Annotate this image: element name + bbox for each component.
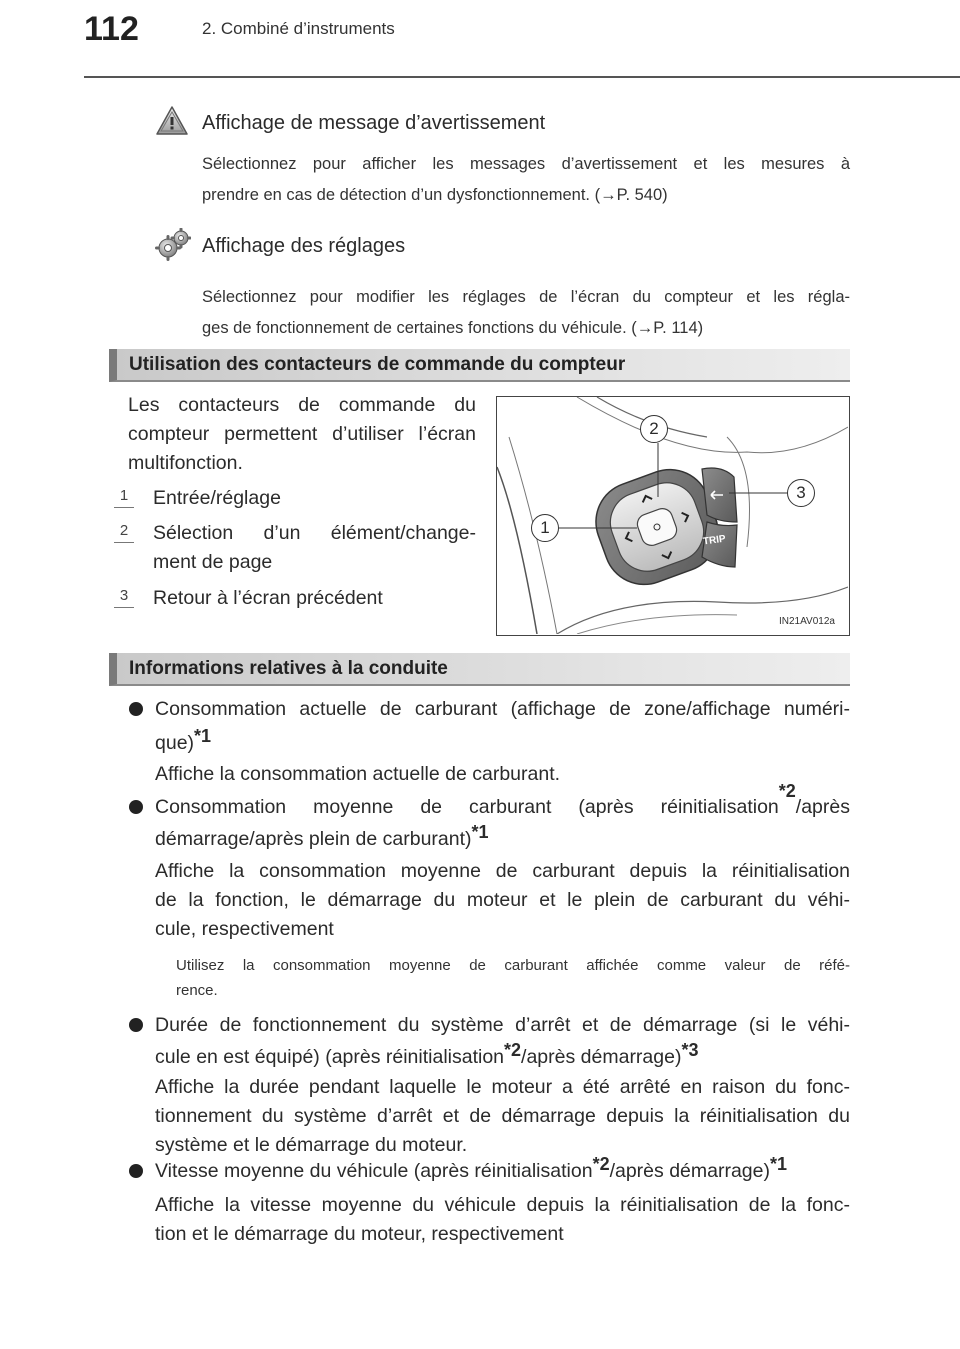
entry-body: Affiche la durée pendant laquelle le moteur a été arrêté en raison du fonc- <box>155 1076 850 1098</box>
entry-note: rence. <box>176 982 218 999</box>
entry-body: tionnement du système d’arrêt et de démarrage depuis la réinitialisation du <box>155 1105 850 1127</box>
bullet-icon <box>129 800 143 814</box>
list-number: 3 <box>114 585 134 608</box>
callout-2: 2 <box>640 415 668 443</box>
entry-note: Utilisez la consommation moyenne de carburant affichée comme valeur de réfé- <box>176 957 850 974</box>
steering-switch-figure <box>496 396 850 636</box>
trip-button-label: TRIP <box>702 533 727 548</box>
list-item-text: Sélection d’un élément/change- <box>153 522 476 544</box>
section-heading-bar <box>109 349 850 382</box>
callout-3: 3 <box>787 479 815 507</box>
bullet-icon <box>129 1018 143 1032</box>
footnote-mark: *2 <box>592 1153 610 1174</box>
list-item-text: ment de page <box>153 551 273 573</box>
list-number: 2 <box>114 520 134 543</box>
callout-1: 1 <box>531 514 559 542</box>
running-head: 2. Combiné d’instruments <box>202 19 395 38</box>
entry-body: de la fonction, le démarrage du moteur et le plein de carburant du véhi- <box>155 889 850 911</box>
item-desc-line: Sélectionnez pour afficher les messages d’avertissement et les mesures à <box>202 155 850 173</box>
footnote-mark: *2 <box>504 1039 522 1060</box>
item-title-settings: Affichage des réglages <box>202 235 406 257</box>
list-number: 1 <box>114 485 134 508</box>
entry-title: Durée de fonctionnement du système d’arrêt et de démarrage (si le véhi- <box>155 1014 850 1036</box>
entry-body: Affiche la consommation moyenne de carburant depuis la réinitialisation <box>155 860 850 882</box>
entry-title: Consommation moyenne de carburant (après réinitialisation *2 /après <box>155 791 850 823</box>
entry-title: Consommation actuelle de carburant (affichage de zone/affichage numéri- <box>155 698 850 720</box>
item-desc-line: ges de fonctionnement de certaines fonctions du véhicule. (→P. 114) <box>202 319 704 337</box>
intro-line: Les contacteurs de commande du <box>128 394 476 416</box>
bullet-icon <box>129 702 143 716</box>
entry-body: système et le démarrage du moteur. <box>155 1134 468 1156</box>
entry-body: Affiche la vitesse moyenne du véhicule depuis la réinitialisation de la fonc- <box>155 1194 850 1216</box>
footnote-mark: *1 <box>770 1153 788 1174</box>
entry-body: Affiche la consommation actuelle de carburant. <box>155 763 561 785</box>
section-heading: Informations relatives à la conduite <box>129 658 448 679</box>
list-item-text: Entrée/réglage <box>153 487 281 509</box>
section-heading: Utilisation des contacteurs de commande du compteur <box>129 354 626 375</box>
intro-line: multifonction. <box>128 452 243 474</box>
item-desc-line: Sélectionnez pour modifier les réglages de l’écran du compteur et les régla- <box>202 288 850 306</box>
entry-title: Vitesse moyenne du véhicule (après réinitialisation$^{*2}$/après démarrage)$^{*1}$ <box>155 1153 788 1182</box>
section-heading-bar <box>109 653 850 686</box>
page-number: 112 <box>84 10 139 48</box>
entry-body: cule, respectivement <box>155 918 334 940</box>
warning-triangle-icon <box>155 104 189 138</box>
footnote-mark: *2 <box>778 781 796 801</box>
entry-title: démarrage/après plein de carburant)$^{*1}$ <box>155 821 489 850</box>
figure-code: IN21AV012a <box>779 616 835 627</box>
header-rule <box>84 76 960 78</box>
entry-body: tion et le démarrage du moteur, respectivement <box>155 1223 564 1245</box>
item-desc-line: prendre en cas de détection d’un dysfonctionnement. (→P. 540) <box>202 186 668 204</box>
intro-line: compteur permettent d’utiliser l’écran <box>128 423 476 445</box>
entry-title: que)$^{*1}$ <box>155 725 212 754</box>
bullet-icon <box>129 1164 143 1178</box>
footnote-mark: *3 <box>681 1039 699 1060</box>
item-title-warning: Affichage de message d’avertissement <box>202 112 546 134</box>
footnote-mark: *1 <box>194 725 212 746</box>
entry-title: cule en est équipé) (après réinitialisation$^{*2}$/après démarrage)$^{*3}$ <box>155 1039 699 1068</box>
list-item-text: Retour à l’écran précédent <box>153 587 383 609</box>
settings-gears-icon <box>155 228 189 262</box>
footnote-mark: *1 <box>471 821 489 842</box>
